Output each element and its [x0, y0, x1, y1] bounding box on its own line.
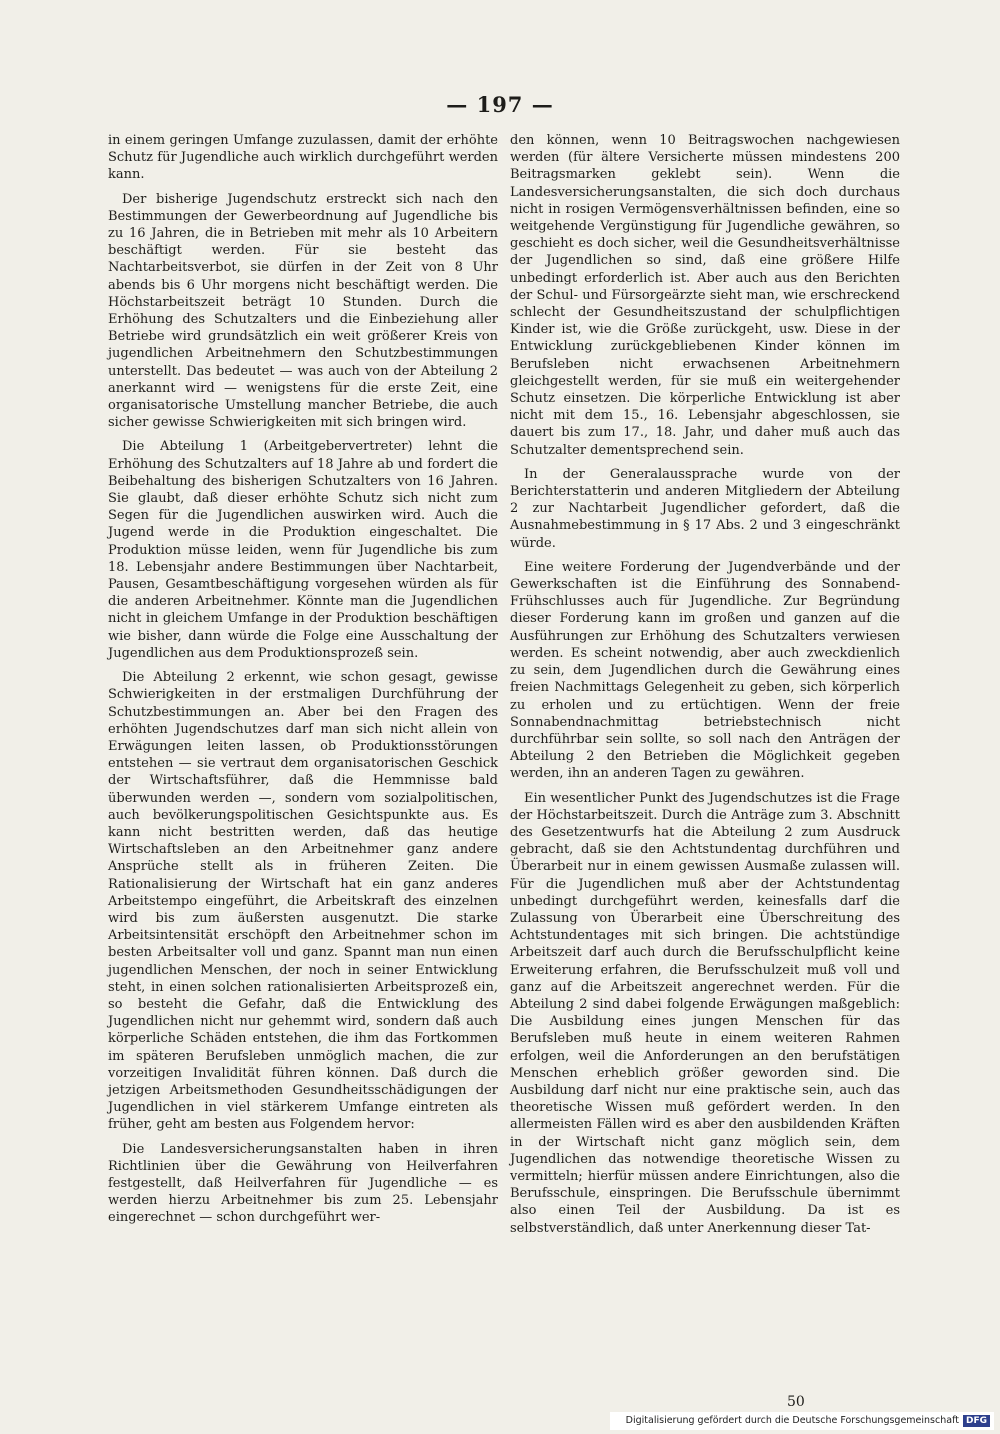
paragraph: Der bisherige Jugendschutz erstreckt sich nach den Bestimmungen der Gewerbeordnung auf Jugendliche bis zu 16 Jahren, die in Betrieben mit mehr als 10 Arbeitern beschäftigt werden. Für sie besteht das Nachtarbeitsverbot, sie dürfen in der Zeit von 8 Uhr abends bis 6 Uhr morgens nicht beschäftigt werden. Die Höchstarbeitszeit beträgt 10 Stunden. Durch die Erhöhung des Schutzalters und die Einbeziehung aller Betriebe wird grundsätzlich ein weit größerer Kreis von jugendlichen Arbeitnehmern den Schutzbestimmungen unterstellt. Das bedeutet — was auch von der Abteilung 2 anerkannt wird — wenigstens für die erste Zeit, eine organisatorische Umstellung mancher Betriebe, die auch sicher gewisse Schwierigkeiten mit sich bringen wird. [108, 191, 498, 431]
page-number: — 197 — [446, 92, 554, 117]
signature-mark: 50 [787, 1394, 805, 1410]
right-column [510, 132, 900, 1244]
footer-text: Digitalisierung gefördert durch die Deutsche Forschungsgemeinschaft [625, 1415, 959, 1426]
paragraph: in einem geringen Umfange zuzulassen, damit der erhöhte Schutz für Jugendliche auch wirklich durchgeführt werden kann. [108, 133, 498, 183]
paragraph: Die Abteilung 2 erkennt, wie schon gesagt, gewisse Schwierigkeiten in der erstmaligen Durchführung der Schutzbestimmungen an. Aber bei den Fragen des erhöhten Jugendschutzes darf man sich nicht allein von Erwägungen leiten lassen, ob Produktionsstörungen entstehen — sie vertraut dem organisatorischen Geschick der Wirtschaftsführer, daß die Hemmnisse bald überwunden werden —, sondern vom sozialpolitischen, auch bevölkerungspolitischen Gesichtspunkte aus. Es kann nicht bestritten werden, daß das heutige Wirtschaftsleben an den Arbeitnehmer ganz andere Ansprüche stellt als in früheren Zeiten. Die Rationalisierung der Wirtschaft hat ein ganz anderes Arbeitstempo eingeführt, die Arbeitskraft des einzelnen wird bis zum äußersten ausgenutzt. Die starke Arbeitsintensität erschöpft den Arbeitnehmer schon im besten Arbeitsalter voll und ganz. Spannt man nun einen jugendlichen Menschen, der noch in seiner Entwicklung steht, in einen solchen rationalisierten Arbeitsprozeß ein, so besteht die Gefahr, daß die Entwicklung des Jugendlichen nicht nur gehemmt wird, sondern daß auch körperliche Schäden entstehen, die ihm das Fortkommen im späteren Berufsleben unmöglich machen, die zur vorzeitigen Invalidität führen können. Daß durch die jetzigen Arbeitsmethoden Gesundheitsschädigungen der Jugendlichen in viel stärkerem Umfange eintreten als früher, geht am besten aus Folgendem hervor: [108, 670, 498, 1133]
left-column [108, 132, 498, 1234]
funding-footer [610, 1412, 994, 1430]
paragraph: Die Abteilung 1 (Arbeitgebervertreter) lehnt die Erhöhung des Schutzalters auf 18 Jahre ab und fordert die Beibehaltung des bisherigen Schutzalters von 16 Jahren. Sie glaubt, daß dieser erhöhte Schutz sich nicht zum Segen für die Jugendlichen auswirken wird. Auch die Jugend werde in die Produktion eingeschaltet. Die Produktion müsse leiden, wenn für Jugendliche bis zum 18. Lebensjahr andere Bestimmungen über Nachtarbeit, Pausen, Gesamtbeschäftigung vorgesehen würden als für die anderen Arbeitnehmer. Könnte man die Jugendlichen nicht in gleichem Umfange in der Produktion beschäftigen wie bisher, dann würde die Folge eine Ausschaltung der Jugendlichen aus dem Produktionsprozeß sein. [108, 439, 498, 661]
paragraph: Die Landesversicherungsanstalten haben in ihren Richtlinien über die Gewährung von Heilverfahren festgestellt, daß Heilverfahren für Jugendliche — es werden hierzu Arbeitnehmer bis zum 25. Lebensjahr eingerechnet — schon durchgeführt wer- [108, 1141, 498, 1226]
dfg-logo-icon: DFG [963, 1415, 990, 1427]
paragraph: Ein wesentlicher Punkt des Jugendschutzes ist die Frage der Höchstarbeitszeit. Durch die Anträge zum 3. Abschnitt des Gesetzentwurfs hat die Abteilung 2 zum Ausdruck gebracht, daß sie den Achtstundentag durchführen und Überarbeit nur in einem gewissen Ausmaße zulassen will. Für die Jugendlichen muß aber der Achtstundentag unbedingt durchgeführt werden, keinesfalls darf die Zulassung von Überarbeit eine Überschreitung des Achtstundentages mit sich bringen. Die achtstündige Arbeitszeit darf auch durch die Berufsschulpflicht keine Erweiterung erfahren, die Berufsschulzeit muß voll und ganz auf die Arbeitszeit angerechnet werden. Für die Abteilung 2 sind dabei folgende Erwägungen maßgeblich: Die Ausbildung eines jungen Menschen für das Berufsleben muß heute in einem weiteren Rahmen erfolgen, weil die Anforderungen an den berufstätigen Menschen erheblich größer geworden sind. Die Ausbildung darf nicht nur eine praktische sein, auch das theoretische Wissen muß gefördert werden. In den allermeisten Fällen wird es aber den ausbildenden Kräften in der Wirtschaft nicht ganz möglich sein, dem Jugendlichen das notwendige theoretische Wissen zu vermitteln; hierfür müssen andere Einrichtungen, also die Berufsschule, einspringen. Die Berufsschule übernimmt also einen Teil der Ausbildung. Da ist es selbstverständlich, daß unter Anerkennung dieser Tat- [510, 790, 900, 1236]
paragraph: den können, wenn 10 Beitragswochen nachgewiesen werden (für ältere Versicherte müssen mindestens 200 Beitragsmarken geklebt sein). Wenn die Landesversicherungsanstalten, die sich doch durchaus nicht in rosigen Vermögensverhältnissen befinden, eine so weitgehende Vergünstigung für Jugendliche gewähren, so geschieht es doch sicher, weil die Gesundheitsverhältnisse der Jugendlichen so sind, daß eine größere Hilfe unbedingt erforderlich ist. Aber auch aus den Berichten der Schul- und Fürsorgeärzte sieht man, wie erschreckend schlecht der Gesundheitszustand der schulpflichtigen Kinder ist, wie die Größe zurückgeht, usw. Diese in der Entwicklung zurückgebliebenen Kinder können im Berufsleben nicht erwachsenen Arbeitnehmern gleichgestellt werden, für sie muß ein weitergehender Schutz einsetzen. Die körperliche Entwicklung ist aber nicht mit dem 15., 16. Lebensjahr abgeschlossen, sie dauert bis zum 17., 18. Jahr, und daher muß auch das Schutzalter dementsprechend sein. [510, 133, 900, 458]
paragraph: In der Generalaussprache wurde von der Berichterstatterin und anderen Mitgliedern der Abteilung 2 zur Nachtarbeit Jugendlicher gefordert, daß die Ausnahmebestimmung in § 17 Abs. 2 und 3 eingeschränkt würde. [510, 466, 900, 551]
paragraph: Eine weitere Forderung der Jugendverbände und der Gewerkschaften ist die Einführung des Sonnabend-Frühschlusses auch für Jugendliche. Zur Begründung dieser Forderung kann im großen und ganzen auf die Ausführungen zur Erhöhung des Schutzalters verwiesen werden. Es scheint notwendig, aber auch zweckdienlich zu sein, dem Jugendlichen durch die Gewährung eines freien Nachmittags Gelegenheit zu geben, sich körperlich zu erholen und zu ertüchtigen. Wenn der freie Sonnabendnachmittag betriebstechnisch nicht durchführbar sein sollte, so soll nach den Anträgen der Abteilung 2 den Betrieben die Möglichkeit gegeben werden, ihn an anderen Tagen zu gewähren. [510, 559, 900, 782]
